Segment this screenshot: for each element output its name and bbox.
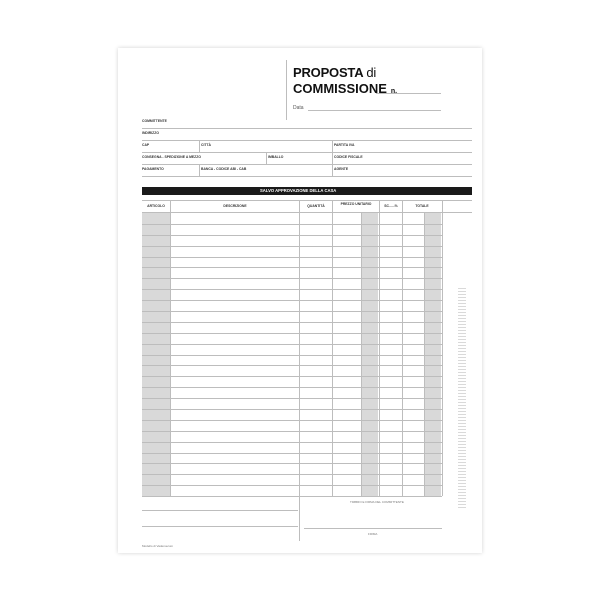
indirizzo-label: INDIRIZZO	[142, 131, 159, 135]
col-descrizione: DESCRIZIONE	[223, 204, 247, 208]
number-line[interactable]	[376, 93, 441, 94]
partita-iva-label: PARTITA IVA	[334, 143, 355, 147]
table-row[interactable]	[142, 409, 442, 410]
table-row[interactable]	[142, 376, 442, 377]
table-row[interactable]	[142, 365, 442, 366]
signature-line[interactable]	[304, 528, 442, 529]
table-row[interactable]	[142, 431, 442, 432]
col-quantita: QUANTITÀ	[307, 204, 325, 208]
banca-label: BANCA - CODICE ABI - CAB	[201, 167, 247, 171]
codice-fiscale-label: CODICE FISCALE	[334, 155, 363, 159]
table-bottom	[142, 496, 442, 497]
piva-divider	[332, 141, 333, 176]
col-sconto: SC......%	[384, 204, 398, 208]
indirizzo-field[interactable]	[142, 140, 472, 141]
consegna-label: CONSEGNA - SPEDIZIONE A MEZZO	[142, 155, 201, 159]
footer-left-line	[142, 526, 298, 527]
firma-label: FIRMA	[368, 532, 378, 536]
committente-label: COMMITTENTE	[142, 119, 167, 123]
col-articolo: ARTICOLO	[147, 204, 165, 208]
table-row[interactable]	[142, 322, 442, 323]
cap-citta-field[interactable]	[142, 152, 472, 153]
form-title-line2: COMMISSIONE n.	[293, 81, 398, 96]
table-row[interactable]	[142, 344, 442, 345]
table-row[interactable]	[142, 398, 442, 399]
cap-divider	[199, 141, 200, 152]
table-row[interactable]	[142, 289, 442, 290]
table-header-bottom	[142, 212, 472, 213]
col-prezzo: PREZZO UNITARIO	[340, 202, 372, 206]
table-row[interactable]	[142, 355, 442, 356]
committente-field[interactable]	[142, 128, 472, 129]
table-top	[142, 200, 472, 201]
table-row[interactable]	[142, 246, 442, 247]
table-row[interactable]	[142, 257, 442, 258]
footer-left-line	[142, 510, 298, 511]
table-row[interactable]	[142, 453, 442, 454]
table-row[interactable]	[142, 474, 442, 475]
table-row[interactable]	[142, 333, 442, 334]
consegna-field[interactable]	[142, 164, 472, 165]
table-row[interactable]	[142, 485, 442, 486]
table-row[interactable]	[142, 387, 442, 388]
pagamento-field[interactable]	[142, 176, 472, 177]
table-row[interactable]	[142, 300, 442, 301]
imballo-divider	[266, 153, 267, 164]
date-label: Data	[293, 105, 304, 111]
footer-divider	[299, 497, 300, 541]
form-title-line1: PROPOSTA di	[293, 65, 377, 80]
banca-divider	[199, 165, 200, 176]
signature-label: TIMBRO E FIRMA DEL COMMITTENTE	[350, 500, 404, 504]
date-line[interactable]	[308, 110, 441, 111]
col-line	[442, 200, 443, 496]
table-row[interactable]	[142, 311, 442, 312]
table-row[interactable]	[142, 420, 442, 421]
table-row[interactable]	[142, 224, 442, 225]
legal-fine-print	[458, 288, 466, 508]
table-row[interactable]	[142, 235, 442, 236]
agente-label: AGENTE	[334, 167, 349, 171]
table-row[interactable]	[142, 442, 442, 443]
table-row[interactable]	[142, 267, 442, 268]
table-row[interactable]	[142, 278, 442, 279]
imballo-label: IMBALLO	[268, 155, 284, 159]
title-divider	[286, 60, 287, 120]
table-row[interactable]	[142, 463, 442, 464]
pagamento-label: PAGAMENTO	[142, 167, 164, 171]
citta-label: CITTÀ	[201, 143, 211, 147]
col-totale: TOTALE	[415, 204, 429, 208]
approval-banner: SALVO APPROVAZIONE DELLA CASA	[142, 187, 472, 195]
footer-model-text: Modello di Vademecum	[142, 544, 174, 548]
commission-form-sheet	[118, 48, 482, 553]
cap-label: CAP	[142, 143, 150, 147]
